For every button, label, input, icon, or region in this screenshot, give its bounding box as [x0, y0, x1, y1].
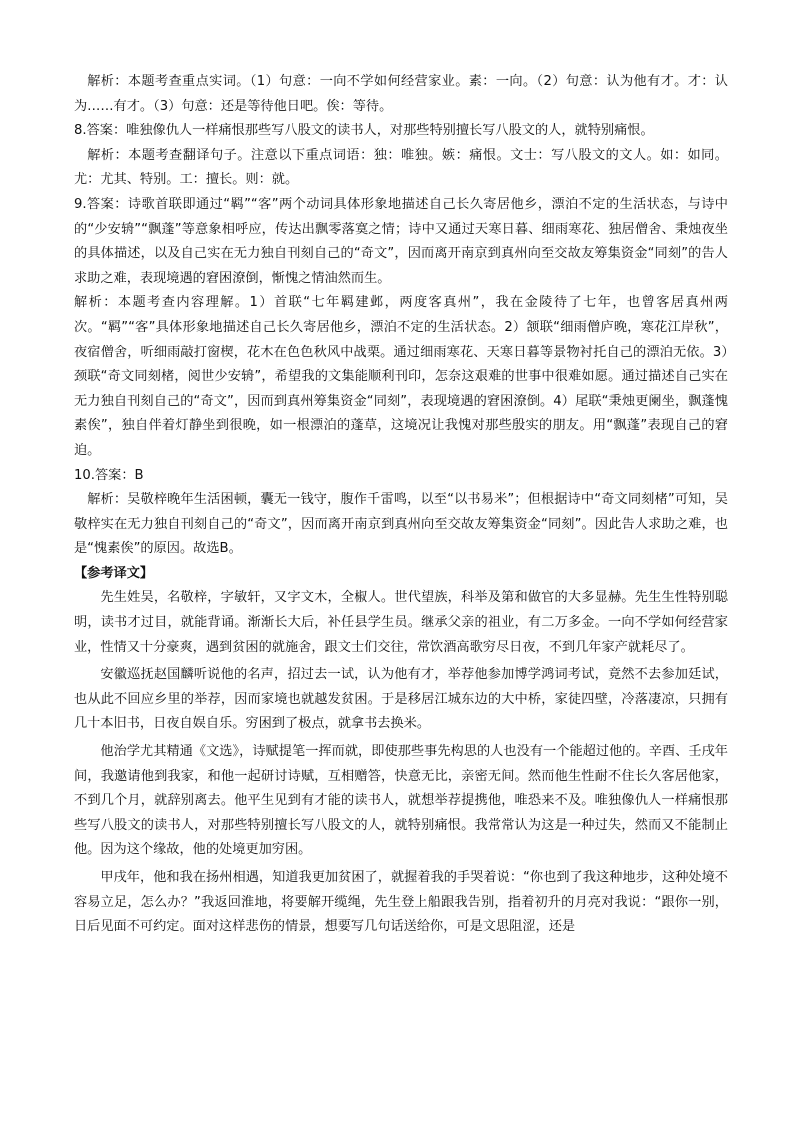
answer-9: 9.答案：诗歌首联即通过“羁”“客”两个动词具体形象地描述自己长久寄居他乡，漂泊不定的生活状态，与诗中的“少安辀”“飘蓬”等意象相呼应，传达出飘零落寞之情；诗中又通过天寒日暮、细雨寒花、独居僧舍、秉烛夜坐的具体描述，以及自己实在无力独自刊刻自己的“奇文”，因而离开南京到真州向至交故友筹集资金“同刻”的告人求助之难，表现境遇的窘困潦倒，惭愧之情油然而生。 — [74, 196, 728, 286]
translation-paragraph-3: 他治学尤其精通《文选》，诗赋提笔一挥而就，即使那些事先构思的人也没有一个能超过他的。辛酉、壬戌年间，我邀请他到我家，和他一起研讨诗赋，互相赠答，快意无比，亲密无间。然而他生性耐不住长久客居他家，不到几个月，就辞别离去。他平生见到有才能的读书人，就想举荐提携他，唯恐来不及。唯独像仇人一样痛恨那些写八股文的读书人，对那些特别擅长写八股文的人，就特别痛恨。我常常认为这是一种过失，然而又不能制止他。因为这个缘故，他的处境更加穷困。 — [74, 744, 728, 858]
translation-paragraph-1: 先生姓吴，名敬梓，字敏轩，又字文木，全椒人。世代望族，科举及第和做官的大多显赫。先生生性特别聪明，读书才过目，就能背诵。渐渐长大后，补任县学生员。继承父亲的祖业，有二万多金。一向不学如何经营家业，性情又十分豪爽，遇到贫困的就施舍，跟文士们交往，常饮酒高歌穷尽日夜，不到几年家产就耗尽了。 — [74, 590, 728, 655]
analysis-7: 解析：本题考查重点实词。（1）句意：一向不学如何经营家业。素：一向。（2）句意：认为他有才。才：认为……有才。（3）句意：还是等待他日吧。俟：等待。 — [74, 74, 728, 114]
analysis-8: 解析：本题考查翻译句子。注意以下重点词语：独：唯独。嫉：痛恨。文士：写八股文的文人。如：如同。尤：尤其、特别。工：擅长。则：就。 — [74, 147, 728, 188]
translation-paragraph-4: 甲戌年，他和我在扬州相遇，知道我更加贫困了，就握着我的手哭着说：“你也到了我这种地步，这种处境不容易立足，怎么办？”我返回淮地，将要解开缆绳，先生登上船跟我告别，指着初升的月亮对我说：“跟你一别，日后见面不可约定。面对这样悲伤的情景，想要写几句话送给你，可是文思阻涩，还是 — [74, 870, 728, 935]
analysis-9: 解析：本题考查内容理解。1）首联“七年羁建邺，两度客真州”，我在金陵待了七年，也曾客居真州两次。“羁”“客”具体形象地描述自己长久寄居他乡，漂泊不定的生活状态。2）颔联“细雨僧庐晚，寒花江岸秋”，夜宿僧舍，听细雨敲打窗楔，花木在色色秋风中战栗。通过细雨寒花、天寒日暮等景物衬托自己的漂泊无依。3）颈联“奇文同刻楮，阅世少安辀”，希望我的文集能顺利刊印，怎奈这艰难的世事中很难如愿。通过描述自己实在无力独自刊刻自己的“奇文”，因而到真州筹集资金“同刻”，表现境遇的窘困潦倒。4）尾联“秉烛更阑坐，飘蓬愧素俟”，独自伴着灯静坐到很晚，如一根漂泊的蓬草，这境况让我愧对那些殷实的朋友。用“飘蓬”表现自己的窘迫。 — [74, 295, 728, 458]
analysis-10: 解析：吴敬梓晚年生活困顿，囊无一钱守，腹作千雷鸣，以至“以书易米”；但根据诗中“奇文同刻楮”可知，吴敬梓实在无力独自刊刻自己的“奇文”，因而离开南京到真州向至交故友筹集资金“同刻”。因此告人求助之难，也是“愧素俟”的原因。故选B。 — [74, 492, 728, 557]
answer-8: 8.答案：唯独像仇人一样痛恨那些写八股文的读书人，对那些特别擅长写八股文的人，就特别痛恨。 — [74, 123, 654, 139]
translation-heading: 【参考译文】 — [74, 565, 154, 581]
translation-paragraph-2: 安徽巡抚赵国麟听说他的名声，招过去一试，认为他有才，举荐他参加博学鸿词考试，竟然不去参加廷试，也从此不回应乡里的举荐，因而家境也就越发贫困。于是移居江城东边的大中桥，家徒四壁，冷落凄凉，只拥有几十本旧书，日夜自娱自乐。穷困到了极点，就拿书去换米。 — [74, 667, 728, 732]
document-page — [74, 70, 728, 940]
answer-10: 10.答案：B — [74, 467, 144, 483]
